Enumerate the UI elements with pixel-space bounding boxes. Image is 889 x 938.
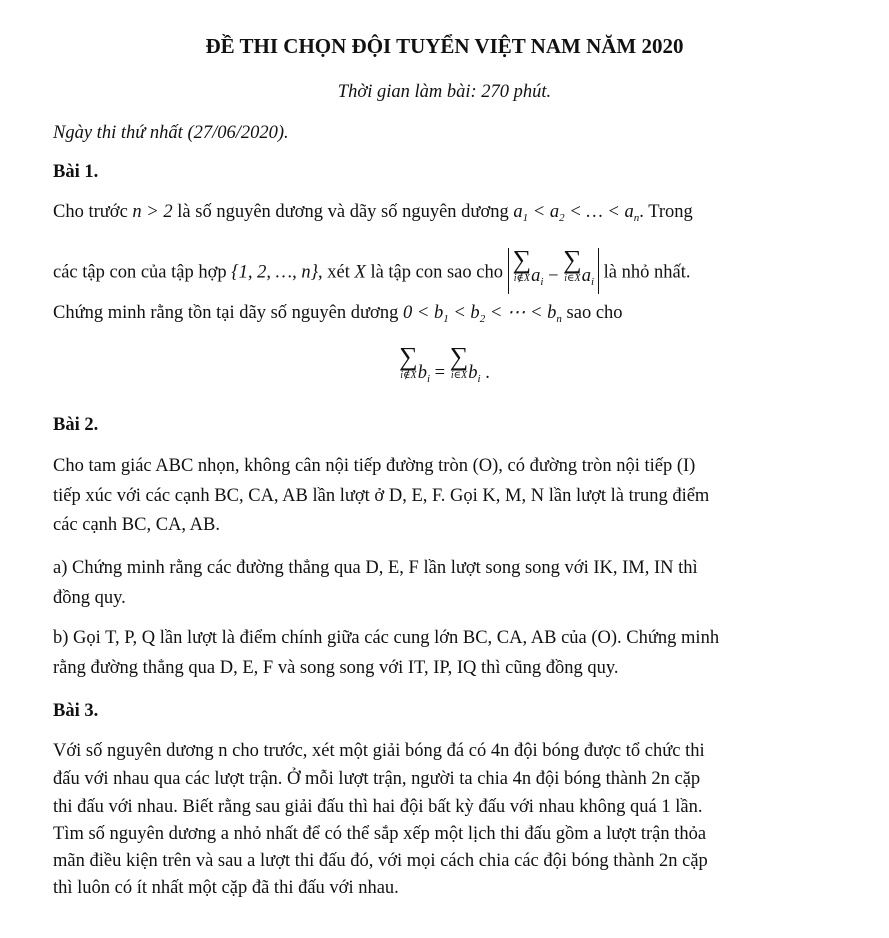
problem-3-line-1: Với số nguyên dương n cho trước, xét một giải bóng đá có 4n đội bóng được tổ chức thi [53, 741, 705, 761]
problem-1-line-1: Cho trước n > 2 là số nguyên dương và dãy số nguyên dương $a_1 < a_2$ < … < $a_n$. Trong [53, 202, 693, 224]
problem-2-line-1: Cho tam giác ABC nhọn, không cân nội tiếp đường tròn (O), có đường tròn nội tiếp (I) [53, 456, 696, 476]
problem-2-heading: Bài 2. [53, 415, 99, 435]
problem-2b-line-2: rằng đường thẳng qua D, E, F và song song với IT, IP, IQ thì cũng đồng quy. [53, 658, 619, 678]
problem-3-heading: Bài 3. [53, 701, 99, 721]
problem-2-line-2: tiếp xúc với các cạnh BC, CA, AB lần lượt ở D, E, F. Gọi K, M, N lần lượt là trung điểm [53, 486, 710, 506]
problem-3-line-6: thì luôn có ít nhất một cặp đã thi đấu với nhau. [53, 878, 399, 898]
absolute-difference: ∑ i∉X $a_i$ − ∑ i∈X $a_i$ [508, 248, 599, 294]
sequence-b: $0 < b_1 < b_2$ < ⋯ < $b_n$ [402, 303, 562, 325]
problem-2-line-3: các cạnh BC, CA, AB. [53, 515, 220, 535]
problem-2a-line-1: a) Chứng minh rằng các đường thẳng qua D, E, F lần lượt song song với IK, IM, IN thì [53, 558, 698, 578]
time-limit: Thời gian làm bài: 270 phút. [337, 82, 552, 102]
problem-1-heading: Bài 1. [53, 162, 99, 182]
page-title: ĐỀ THI CHỌN ĐỘI TUYỂN VIỆT NAM NĂM 2020 [205, 34, 684, 58]
problem-3-line-4: Tìm số nguyên dương a nhỏ nhất để có thể sắp xếp một lịch thi đấu gồm a lượt trận thỏa [53, 824, 707, 844]
problem-1-line-2: các tập con của tập hợp {1, 2, …, n}, xét X là tập con sao cho ∑ i∉X $a_i$ − ∑ i∈X $a_i$ là nhỏ nhất. [53, 250, 690, 296]
problem-3-line-2: đấu với nhau qua các lượt trận. Ở mỗi lượt trận, người ta chia 4n đội bóng thành 2n cặp [53, 769, 701, 789]
problem-1-line-3: Chứng minh rằng tồn tại dãy số nguyên dương $0 < b_1 < b_2$ < ⋯ < $b_n$ sao cho [53, 303, 623, 325]
problem-2b-line-1: b) Gọi T, P, Q lần lượt là điểm chính giữa các cung lớn BC, CA, AB của (O). Chứng minh [53, 628, 720, 648]
problem-1-equation: ∑ i∉X $b_i$ = ∑ i∈X $b_i$ . [399, 342, 490, 385]
sequence-a: $a_1 < a_2$ < … < $a_n$ [513, 202, 640, 224]
exam-day: Ngày thi thứ nhất (27/06/2020). [53, 123, 289, 143]
problem-3-line-5: mãn điều kiện trên và sau a lượt thi đấu đó, với mọi cách chia các đội bóng thành 2n cặp [53, 851, 708, 871]
problem-3-line-3: thi đấu với nhau. Biết rằng sau giải đấu thì hai đội bất kỳ đấu với nhau không quá 1 lần. [53, 797, 703, 817]
problem-2a-line-2: đồng quy. [53, 588, 126, 608]
